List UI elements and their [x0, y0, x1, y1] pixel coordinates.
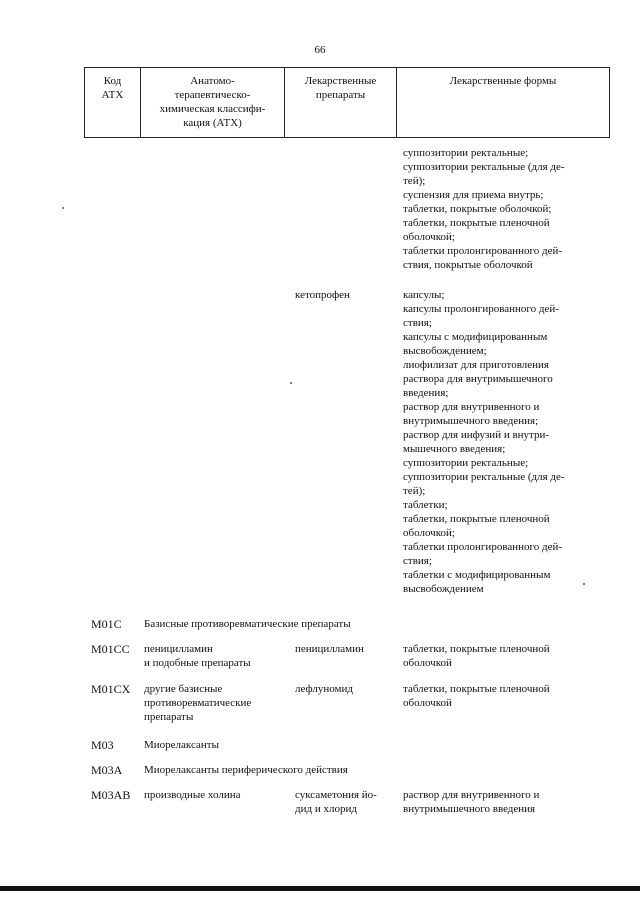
dosage-forms: таблетки, покрытые пленочной оболочкой [403, 643, 550, 669]
bottom-rule [0, 886, 640, 891]
header-dosage-forms: Лекарственные формы [449, 75, 557, 87]
scan-speck [62, 207, 64, 209]
ketoprofen-dosage-forms: капсулы; капсулы пролонгированного дей- ствия; капсулы с модифицированным высвобождением; лиофилизат для приготовления раствора для внутримышечного введения; раствор для внутривенного и внутримышечного введения; раствор для инфузий и внутри- мышечного введения; суппозитории ректальные; суппозитории ректальные (для де- тей); таблетки; таблетки, покрытые пленочной оболочкой; таблетки пролонгированного дей- ствия; таблетки с модифицированным высвобождением [403, 289, 565, 595]
drug-name: лефлуномид [295, 683, 353, 695]
table-header [84, 67, 610, 138]
atc-code: M01CC [91, 642, 130, 656]
header-atc-classification: Анатомо- терапевтическо- химическая классифи- кация (АТХ) [141, 68, 285, 137]
dosage-forms: раствор для внутривенного и внутримышечного введения [403, 789, 540, 815]
drug-name: суксаметония йо- дид и хлорид [295, 789, 377, 815]
dosage-forms: таблетки, покрытые пленочной оболочкой [403, 683, 550, 709]
atc-code: M01C [91, 617, 122, 631]
continued-dosage-forms: суппозитории ректальные; суппозитории ректальные (для де- тей); суспензия для приема внутрь; таблетки, покрытые оболочкой; таблетки, покрытые пленочной оболочкой; таблетки пролонгированного дей- ствия, покрытые оболочкой [403, 147, 565, 271]
atc-code: M03A [91, 763, 123, 777]
page-number: 66 [314, 44, 326, 56]
atc-code: M03 [91, 738, 114, 752]
drug-name: пеницилламин [295, 643, 364, 655]
atc-code: M03AB [91, 788, 131, 802]
atc-group: другие базисные противоревматические препараты [144, 683, 252, 723]
atc-group: производные холина [144, 789, 241, 801]
scan-speck [583, 583, 585, 585]
group-title: Базисные противоревматические препараты [144, 618, 351, 630]
scan-speck [290, 382, 292, 384]
atc-code: M01CX [91, 682, 131, 696]
header-drugs: Лекарственные препараты [285, 68, 397, 137]
group-title: Миорелаксанты периферического действия [144, 764, 348, 776]
drug-ketoprofen: кетопрофен [295, 289, 350, 301]
header-atc-code: Код АТХ [85, 68, 141, 137]
atc-group: пеницилламин и подобные препараты [144, 643, 251, 669]
group-title: Миорелаксанты [144, 739, 219, 751]
